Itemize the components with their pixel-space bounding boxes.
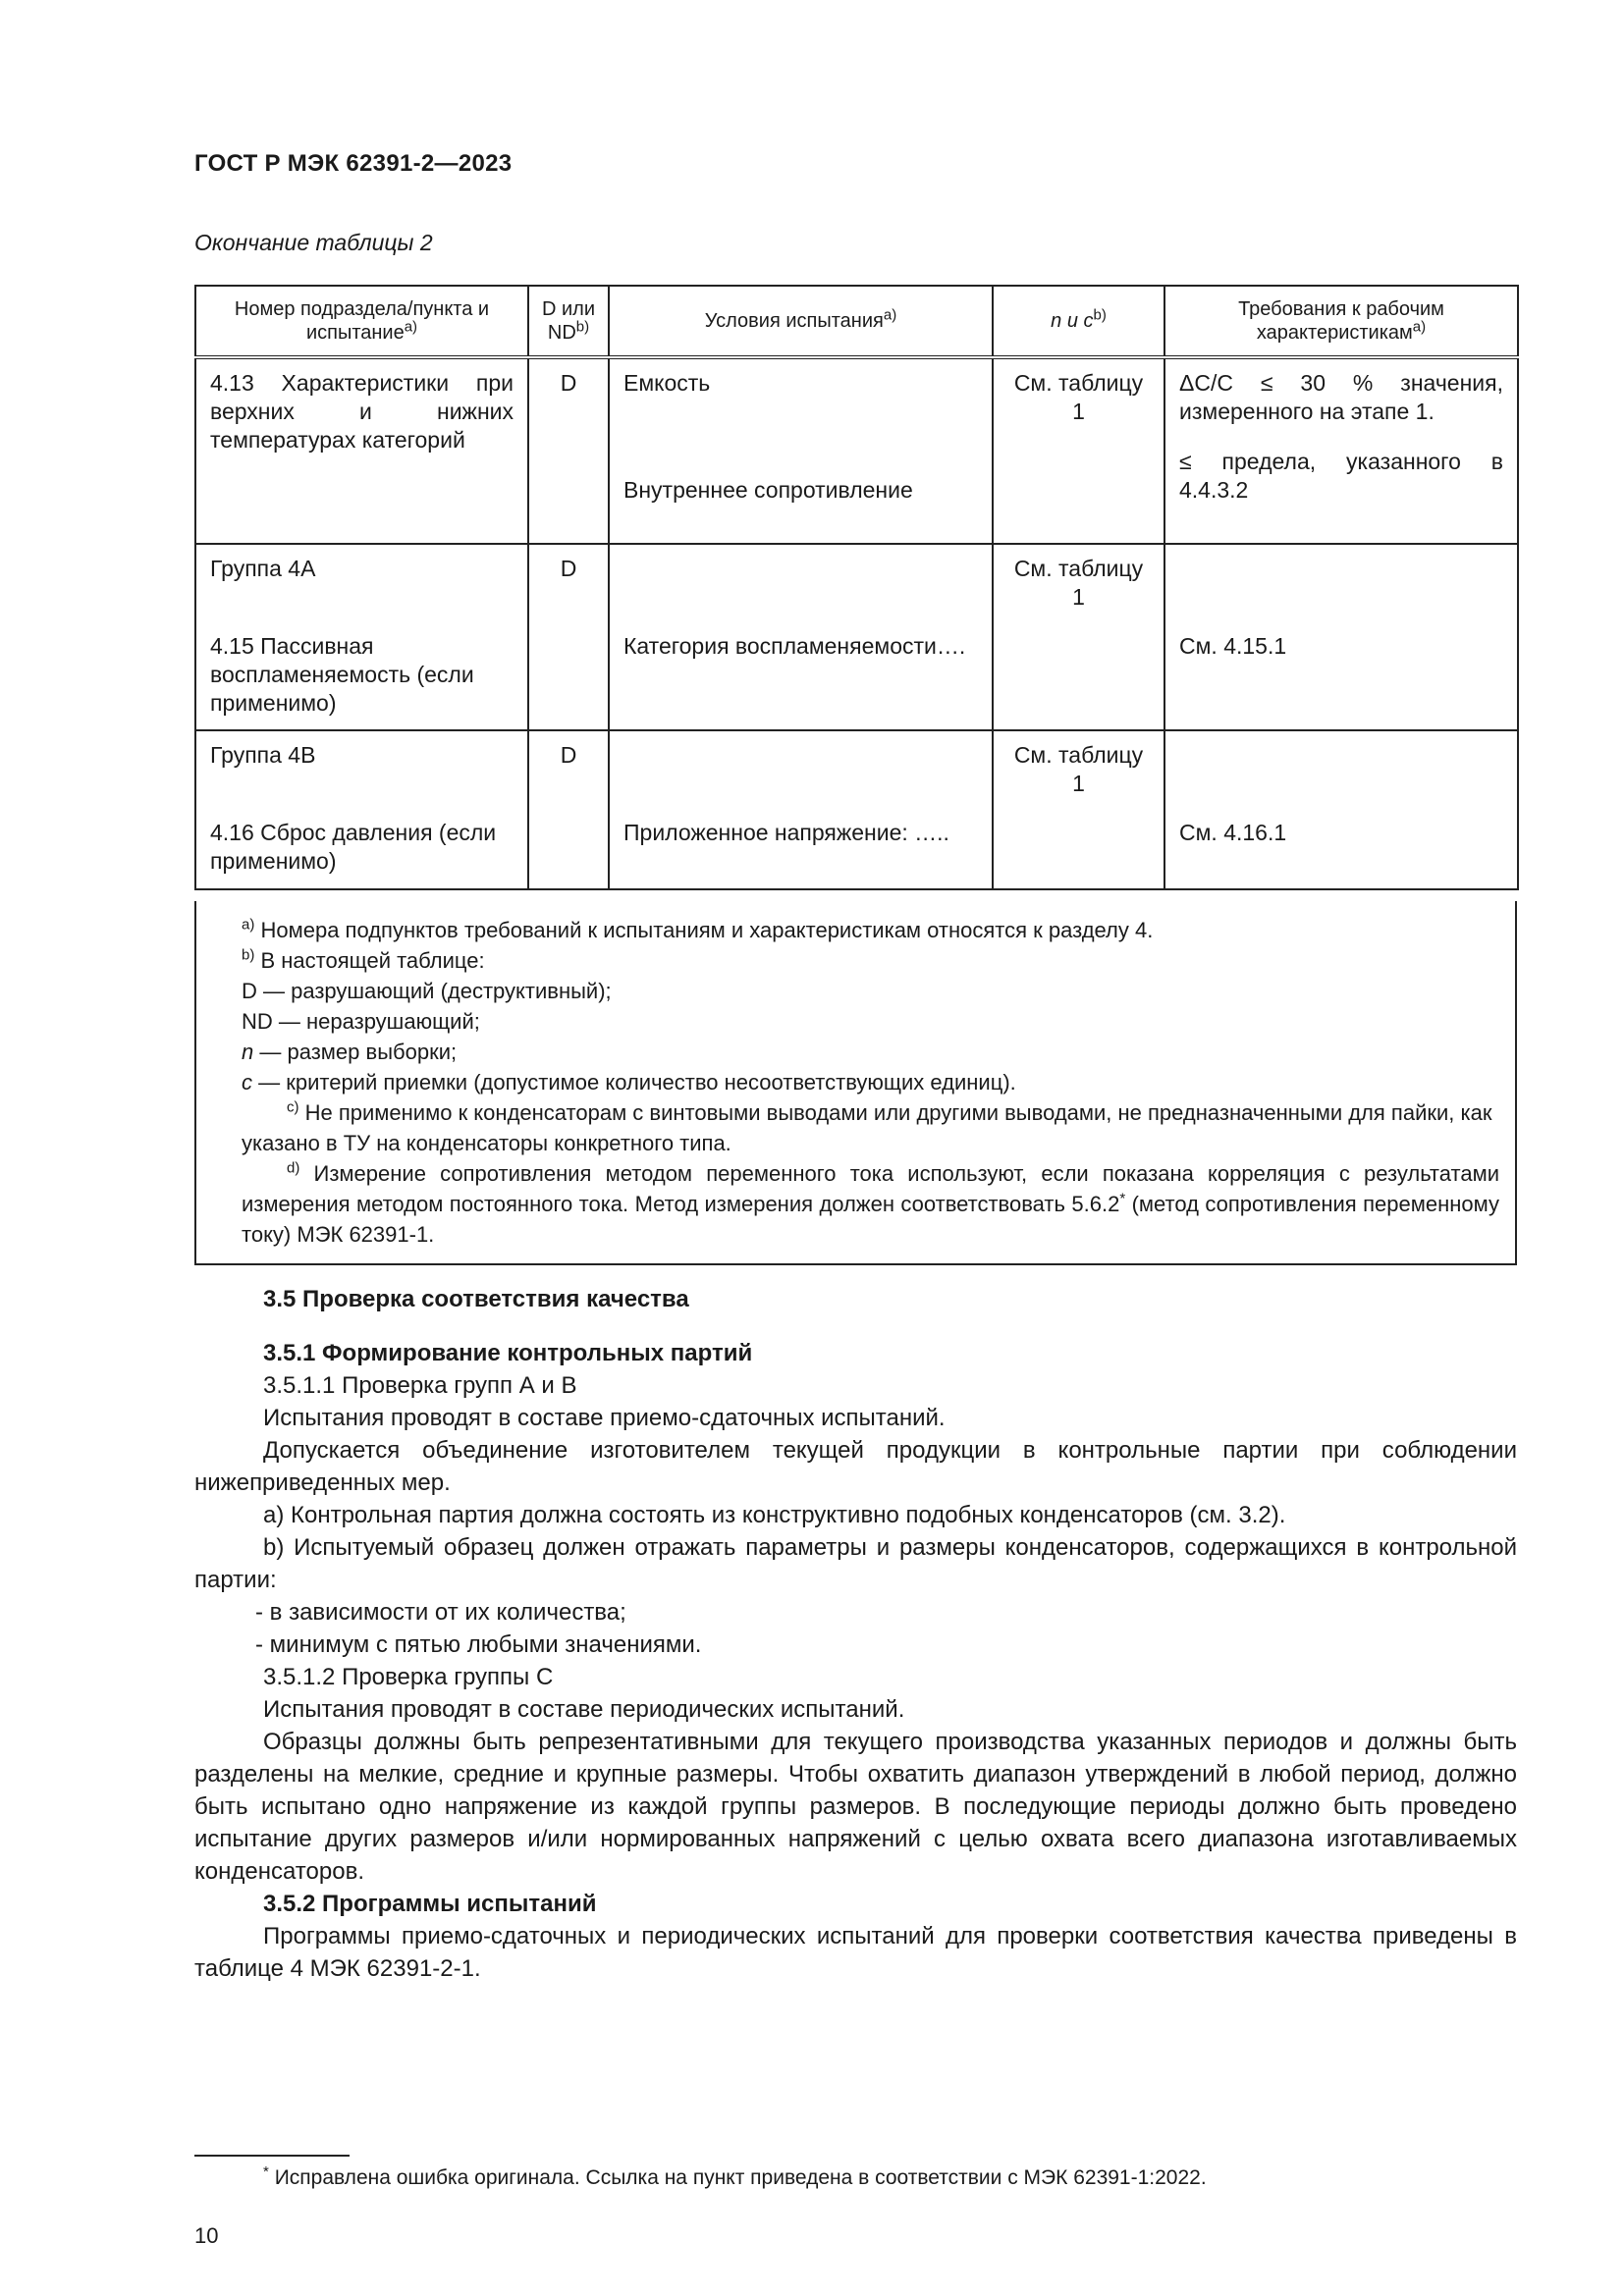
paragraph: b) Испытуемый образец должен отражать параметры и размеры конденсаторов, содержащихся в контрольной партии: — [194, 1534, 1517, 1593]
cell-item: Группа 4В 4.16 Сброс давления (если применимо) — [195, 730, 528, 889]
paragraph: Испытания проводят в составе приемо-сдаточных испытаний. — [263, 1405, 946, 1431]
clause-title: 3.5.1.1 Проверка групп А и В — [263, 1372, 577, 1399]
note-nd: ND — неразрушающий; — [242, 1009, 480, 1034]
col-header-n-c: n и $c^{b)}$ — [993, 286, 1164, 357]
body-text — [194, 1283, 1517, 1985]
cell-conditions: Категория воспламеняемости…. — [609, 544, 993, 730]
col-header-requirements: Требования к рабочим характеристикам$^{a)}$ — [1164, 286, 1518, 357]
paragraph: Образцы должны быть репрезентативными для текущего производства указанных периодов и должны быть разделены на мелкие, средние и крупные размеры. Чтобы охватить диапазон утверждений в любой период, должно быть испытано одно напряжение из каждой группы размеров. В последующие периоды должно быть проведено испытание других размеров и/или нормированных напряжений с целью охвата всего диапазона изготавливаемых конденсаторов. — [194, 1729, 1517, 1885]
subsection-heading: 3.5.2 Программы испытаний — [263, 1891, 597, 1917]
cell-requirements: См. 4.15.1 — [1164, 544, 1518, 730]
table-header-row — [195, 286, 1518, 357]
table-caption: Окончание таблицы 2 — [194, 230, 433, 255]
note-d: D — разрушающий (деструктивный); — [242, 979, 612, 1003]
footnote-rule — [194, 2155, 350, 2157]
paragraph: a) Контрольная партия должна состоять из конструктивно подобных конденсаторов (см. 3.2). — [263, 1502, 1286, 1528]
paragraph: Программы приемо-сдаточных и периодических испытаний для проверки соответствия качества приведены в таблице 4 МЭК 62391-2-1. — [194, 1923, 1517, 1982]
page-number: 10 — [194, 2223, 219, 2248]
col-header-conditions: Условия испытания$^{a)}$ — [609, 286, 993, 357]
cell-n-c: См. таблицу 1 — [993, 357, 1164, 544]
cell-item: 4.13 Характеристики при верхних и нижних температурах категорий — [195, 357, 528, 544]
table-row — [195, 730, 1518, 889]
cell-n-c: См. таблицу 1 — [993, 730, 1164, 889]
cell-requirements: ΔC/C ≤ 30 % значения, измеренного на этапе 1. ≤ предела, указанного в 4.4.3.2 — [1164, 357, 1518, 544]
section-heading: 3.5 Проверка соответствия качества — [263, 1286, 689, 1312]
note-d-mark: $^{d)}$ Измерение сопротивления методом переменного тока используют, если показана корреляция с результатами измерения методом постоянного тока. Метод измерения должен соответствовать 5.6.2* (метод сопротивления переменному току) МЭК 62391-1. — [242, 1159, 1500, 1247]
paragraph: Испытания проводят в составе периодических испытаний. — [263, 1696, 905, 1723]
cell-requirements: См. 4.16.1 — [1164, 730, 1518, 889]
col-header-d-nd: D или ND$^{b)}$ — [528, 286, 609, 357]
cell-d-nd: D — [528, 544, 609, 730]
cell-conditions: Приложенное напряжение: ….. — [609, 730, 993, 889]
cell-d-nd: D — [528, 357, 609, 544]
footnote: * Исправлена ошибка оригинала. Ссылка на пункт приведена в соответствии с МЭК 62391-1:2022. — [263, 2163, 1207, 2189]
note-c: c — критерий приемки (допустимое количество несоответствующих единиц). — [242, 1070, 1016, 1095]
cell-d-nd: D — [528, 730, 609, 889]
document-header: ГОСТ Р МЭК 62391-2—2023 — [194, 150, 513, 177]
table-row — [195, 357, 1518, 544]
test-table — [194, 285, 1519, 890]
cell-item: Группа 4А 4.15 Пассивная воспламеняемость (если применимо) — [195, 544, 528, 730]
note-n: n — размер выборки; — [242, 1040, 458, 1064]
list-item: - в зависимости от их количества; — [255, 1599, 626, 1626]
note-c-mark: $^{c)}$ Не применимо к конденсаторам с винтовыми выводами или другими выводами, не предназначенными для пайки, как указано в ТУ на конденсаторы конкретного типа. — [242, 1098, 1492, 1155]
cell-conditions: Емкость Внутреннее сопротивление — [609, 357, 993, 544]
table-notes — [194, 901, 1517, 1265]
note-a: $^{a)}$ Номера подпунктов требований к испытаниям и характеристикам относятся к разделу 4. — [242, 916, 1154, 942]
list-item: - минимум с пятью любыми значениями. — [255, 1631, 702, 1658]
paragraph: Допускается объединение изготовителем текущей продукции в контрольные партии при соблюдении нижеприведенных мер. — [194, 1437, 1517, 1496]
table-row — [195, 544, 1518, 730]
subsection-heading: 3.5.1 Формирование контрольных партий — [263, 1340, 753, 1366]
clause-title: 3.5.1.2 Проверка группы С — [263, 1664, 554, 1690]
note-b: $^{b)}$ В настоящей таблице: — [242, 946, 485, 973]
col-header-item: Номер подраздела/пункта и испытание$^{a)}$ — [195, 286, 528, 357]
cell-n-c: См. таблицу 1 — [993, 544, 1164, 730]
